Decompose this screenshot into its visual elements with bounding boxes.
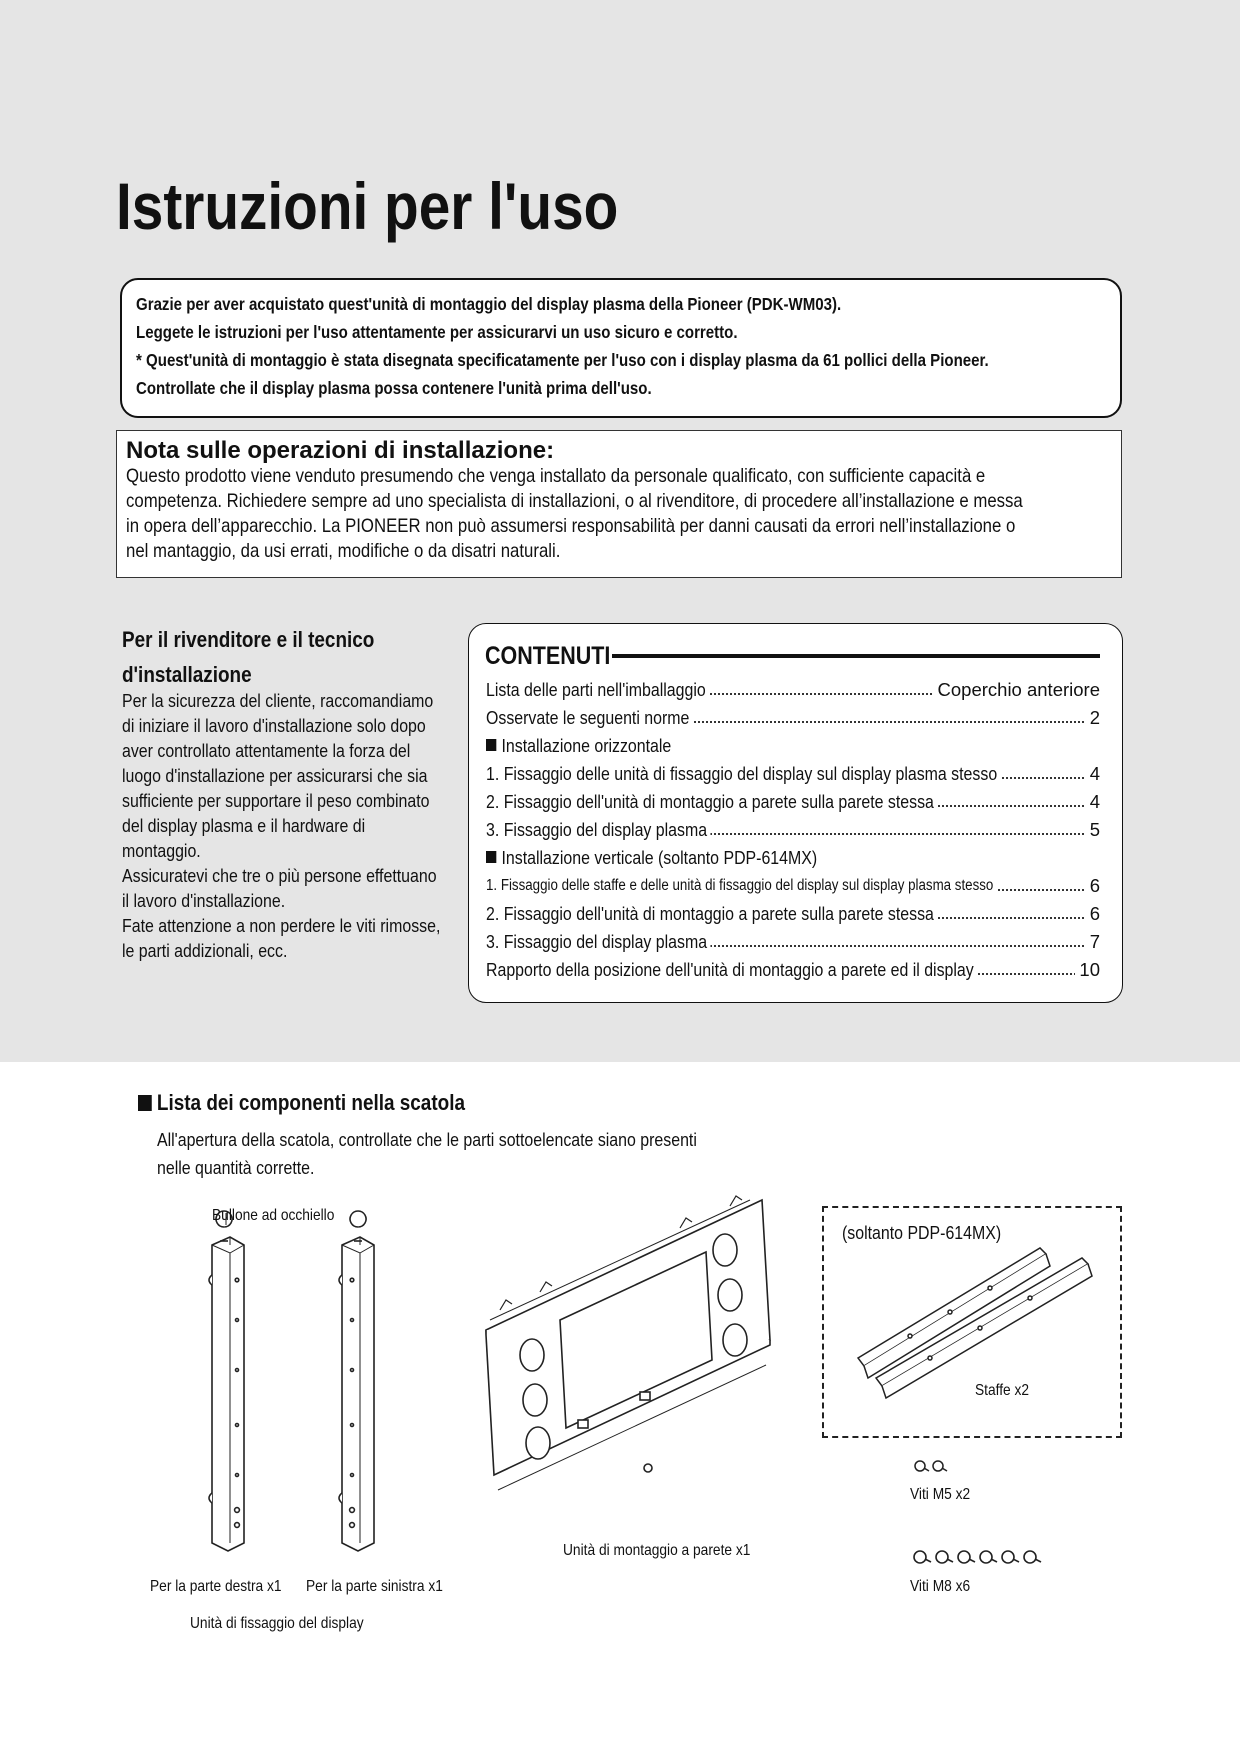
contents-title-rule [612, 654, 1100, 658]
installation-note-box [116, 430, 1122, 578]
note-body [126, 464, 1023, 564]
dealer-line: Fate attenzione a non perdere le viti rimosse, [122, 915, 441, 936]
toc-entry-label: 2. Fissaggio dell'unità di montaggio a parete sulla parete stessa [486, 791, 937, 813]
note-line: Questo prodotto viene venduto presumendo che venga installato da personale qualificato, con sufficiente capacità e [126, 465, 986, 487]
toc-entry-label: Osservate le seguenti norme [486, 707, 693, 729]
intro-box [120, 278, 1122, 418]
dealer-line: montaggio. [122, 840, 201, 861]
toc-entry-page: 4 [1086, 791, 1100, 813]
toc-entry-label: 2. Fissaggio dell'unità di montaggio a parete sulla parete stessa [486, 903, 937, 925]
left-unit-label: Per la parte sinistra x1 [306, 1578, 443, 1595]
parts-title-text: Lista dei componenti nella scatola [156, 1090, 465, 1115]
dealer-line: Assicuratevi che tre o più persone effettuano [122, 865, 437, 886]
dealer-line: sufficiente per supportare il peso combinato [122, 790, 430, 811]
parts-desc-line: nelle quantità corrette. [157, 1157, 315, 1178]
toc-entry-label: Lista delle parti nell'imballaggio [486, 679, 709, 701]
intro-line: Controllate che il display plasma possa contenere l'unità prima dell'uso. [136, 378, 652, 398]
toc-entry-page: Coperchio anteriore [934, 679, 1100, 701]
toc-entry-label: 3. Fissaggio del display plasma [486, 819, 711, 841]
dealer-section-body [122, 688, 440, 963]
square-bullet-icon [486, 851, 496, 863]
toc-section-label: Installazione orizzontale [501, 735, 672, 756]
display-unit-left-drawing [339, 1211, 374, 1551]
m5-screws-drawing [912, 1458, 952, 1474]
eyebolt-label: Bullone ad occhiello [212, 1207, 335, 1224]
toc-section-heading [486, 735, 1100, 763]
toc-entry-page: 4 [1086, 763, 1100, 785]
parts-description [157, 1126, 697, 1182]
m8-screws-label: Viti M8 x6 [910, 1578, 971, 1595]
note-line: nel mantaggio, da usi errati, modifiche o da disatri naturali. [126, 540, 561, 562]
toc-section-label: Installazione verticale (soltanto PDP-614MX) [501, 847, 818, 868]
dealer-line: aver controllato attentamente la forza del [122, 740, 411, 761]
note-line: in opera dell’apparecchio. La PIONEER non può assumersi responsabilità per danni causati da errori nell’installazione o [126, 515, 1016, 537]
square-bullet-icon [486, 739, 496, 751]
dealer-line: le parti addizionali, ecc. [122, 940, 288, 961]
note-title: Nota sulle operazioni di installazione: [126, 437, 555, 464]
dealer-title-line: Per il rivenditore e il tecnico [122, 627, 375, 652]
toc-entry-label: 1. Fissaggio delle staffe e delle unità di fissaggio del display sul display plasma stesso [486, 877, 997, 895]
toc-entry[interactable] [486, 679, 1100, 707]
brackets-label: Staffe x2 [975, 1382, 1030, 1399]
toc-entry[interactable] [486, 819, 1100, 847]
dealer-line: luogo d'installazione per assicurarsi che sia [122, 765, 428, 786]
m8-screws-drawing [912, 1548, 1047, 1566]
dealer-line: il lavoro d'installazione. [122, 890, 286, 911]
dealer-title-line: d'installazione [122, 662, 252, 687]
toc-entry[interactable] [486, 763, 1100, 791]
m5-screws-label: Viti M5 x2 [910, 1486, 971, 1503]
toc-entry[interactable] [486, 931, 1100, 959]
toc-entry[interactable] [486, 875, 1100, 903]
toc-entry-page: 2 [1086, 707, 1100, 729]
toc-entry-page: 6 [1086, 903, 1100, 925]
dealer-line: Per la sicurezza del cliente, raccomandiamo [122, 690, 434, 711]
toc-entry[interactable] [486, 791, 1100, 819]
toc-entry[interactable] [486, 959, 1100, 987]
toc-entry-page: 5 [1086, 819, 1100, 841]
toc-entry-label: 3. Fissaggio del display plasma [486, 931, 711, 953]
right-unit-label: Per la parte destra x1 [150, 1578, 282, 1595]
toc-entry-page: 6 [1086, 875, 1100, 897]
toc-entry-label: Rapporto della posizione dell'unità di montaggio a parete ed il display [486, 959, 977, 981]
display-fixing-units-drawing [190, 1225, 490, 1565]
dealer-line: di iniziare il lavoro d'installazione solo dopo [122, 715, 426, 736]
toc-entry[interactable] [486, 903, 1100, 931]
square-bullet-icon [138, 1095, 152, 1111]
page-title: Istruzioni per l'uso [116, 169, 619, 243]
toc-entry[interactable] [486, 707, 1100, 735]
dealer-section-title [122, 622, 374, 692]
toc-entry-page: 7 [1086, 931, 1100, 953]
model-only-label: (soltanto PDP-614MX) [842, 1222, 1002, 1243]
display-unit-right-drawing [209, 1211, 244, 1551]
table-of-contents [468, 623, 1123, 1003]
wall-mounting-unit-drawing [480, 1200, 780, 1545]
display-fixing-unit-label: Unità di fissaggio del display [190, 1615, 364, 1632]
parts-desc-line: All'apertura della scatola, controllate che le parti sottoelencate siano presenti [157, 1129, 697, 1150]
dealer-line: del display plasma e il hardware di [122, 815, 366, 836]
intro-line: Leggete le istruzioni per l'uso attentamente per assicurarvi un uso sicuro e corretto. [136, 322, 738, 342]
toc-entry-label: 1. Fissaggio delle unità di fissaggio del display sul display plasma stesso [486, 763, 1001, 785]
wall-unit-label: Unità di montaggio a parete x1 [563, 1542, 751, 1559]
toc-entry-page: 10 [1075, 959, 1100, 981]
toc-section-heading [486, 847, 1100, 875]
contents-title: CONTENUTI [485, 642, 611, 670]
note-line: competenza. Richiedere sempre ad uno specialista di installazioni, o al rivenditore, di procedere all’installazione e messa [126, 490, 1023, 512]
intro-line: * Quest'unità di montaggio è stata disegnata specificatamente per l'uso con i display plasma da 61 pollici della Pioneer. [136, 350, 989, 370]
parts-list-title [138, 1090, 465, 1116]
intro-line: Grazie per aver acquistato quest'unità di montaggio del display plasma della Pioneer (PDK-WM03). [136, 294, 842, 314]
